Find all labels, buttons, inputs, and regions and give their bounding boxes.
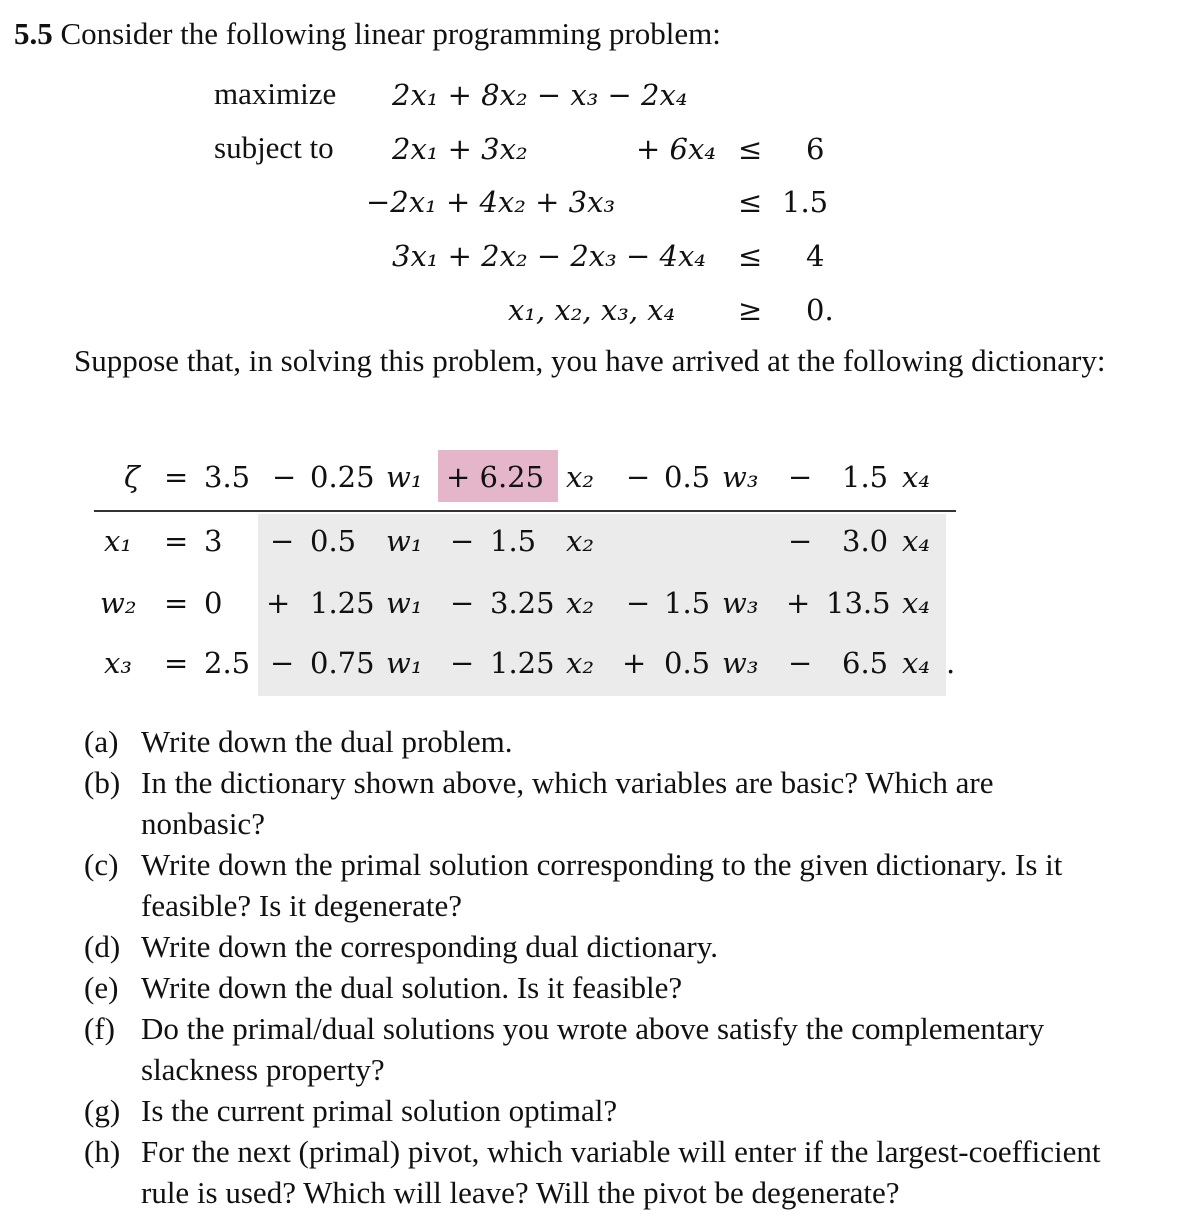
dict-row-1-lhs: x₁ [104, 524, 132, 558]
dict-row-2-coef-2: 3.25 [490, 586, 555, 620]
dict-row-3-coef-3: 0.5 [664, 646, 711, 680]
dict-obj-var-1: w₁ [386, 460, 423, 494]
dict-row-2-var-4: x₄ [902, 586, 930, 620]
dict-row-1-var-4: x₄ [902, 524, 930, 558]
dict-obj-coef-4: 1.5 [842, 460, 889, 494]
constraint-2-relation: ≤ [738, 185, 763, 219]
problem-header [14, 16, 721, 52]
question-f-label: (f) [84, 1011, 115, 1046]
dict-obj-eq: = [164, 460, 189, 494]
dict-obj-coef-3: 0.5 [664, 460, 711, 494]
constraint-3-rhs: 4 [806, 239, 825, 273]
dict-row-2-sign-3: − [626, 586, 651, 620]
dict-row-2-var-2: x₂ [566, 586, 594, 620]
dict-row-3-coef-2: 1.25 [490, 646, 555, 680]
dict-row-3-sign-1: − [270, 646, 295, 680]
nonnegativity-rhs: 0. [806, 293, 834, 327]
dict-row-1-sign-4: − [788, 524, 813, 558]
dict-row-2-sign-2: − [450, 586, 475, 620]
dict-row-1-var-1: w₁ [386, 524, 423, 558]
dict-obj-var-3: w₃ [722, 460, 759, 494]
question-h-label: (h) [84, 1134, 121, 1169]
suppose-paragraph: Suppose that, in solving this problem, you have arrived at the following dictionary: [74, 343, 1106, 378]
question-e-text: Write down the dual solution. Is it feasible? [141, 970, 683, 1005]
constraint-1-rhs: 6 [806, 132, 825, 166]
problem-number: 5.5 [14, 16, 53, 51]
dict-obj-var-2: x₂ [566, 460, 594, 494]
dict-zeta: ζ [124, 460, 140, 494]
dict-row-1-coef-2: 1.5 [490, 524, 537, 558]
question-c-label: (c) [84, 847, 119, 882]
dict-obj-sign-1: − [272, 460, 297, 494]
dict-row-2-var-1: w₁ [386, 586, 423, 620]
question-b-label: (b) [84, 765, 121, 800]
question-a-text: Write down the dual problem. [141, 724, 513, 759]
dict-row-2-sign-4: + [786, 586, 811, 620]
dict-row-3-sign-4: − [788, 646, 813, 680]
constraint-3-relation: ≤ [738, 239, 763, 273]
question-d-text: Write down the corresponding dual dictionary. [141, 929, 718, 964]
nonnegativity-relation: ≥ [738, 293, 763, 327]
question-d-label: (d) [84, 929, 121, 964]
dict-row-2-coef-4: 13.5 [826, 586, 891, 620]
dict-row-1-eq: = [164, 524, 189, 558]
dict-row-2-var-3: w₃ [722, 586, 759, 620]
dict-row-1-sign-2: − [450, 524, 475, 558]
dict-row-2-const: 0 [204, 586, 223, 620]
dict-row-3-var-2: x₂ [566, 646, 594, 680]
nonnegativity-vars: x₁, x₂, x₃, x₄ [508, 293, 676, 327]
question-f-text: Do the primal/dual solutions you wrote above satisfy the complementary slackness property? [141, 1011, 1045, 1087]
question-c-text: Write down the primal solution corresponding to the given dictionary. Is it feasible? Is it degenerate? [141, 847, 1063, 923]
question-e-label: (e) [84, 970, 119, 1005]
problem-intro: Consider the following linear programming problem: [60, 16, 721, 51]
dict-row-3-eq: = [164, 646, 189, 680]
constraint-1-lhs: 2x₁ + 3x₂ [392, 132, 528, 166]
constraint-3-lhs: 3x₁ + 2x₂ − 2x₃ − 4x₄ [392, 239, 706, 273]
constraint-2-lhs: −2x₁ + 4x₂ + 3x₃ [366, 185, 616, 219]
dict-row-2-sign-1: + [266, 586, 291, 620]
dict-row-2-coef-1: 1.25 [310, 586, 375, 620]
dict-row-1-coef-4: 3.0 [842, 524, 889, 558]
constraint-1-relation: ≤ [738, 132, 763, 166]
question-b-text: In the dictionary shown above, which variables are basic? Which are nonbasic? [141, 765, 994, 841]
dict-row-1-sign-1: − [270, 524, 295, 558]
dict-obj-var-4: x₄ [902, 460, 930, 494]
question-h-text: For the next (primal) pivot, which variable will enter if the largest-coefficient rule is used? Which will leave? Will the pivot be degenerate? [141, 1134, 1101, 1210]
dict-row-3-const: 2.5 [204, 646, 251, 680]
constraint-1-lhs-tail: + 6x₄ [636, 132, 716, 166]
dict-row-3-var-1: w₁ [386, 646, 423, 680]
dict-obj-coef-2: + 6.25 [446, 460, 545, 494]
dict-row-3-end: . [946, 646, 956, 680]
dict-row-2-lhs: w₂ [100, 586, 137, 620]
dict-row-3-sign-2: − [450, 646, 475, 680]
question-g-text: Is the current primal solution optimal? [141, 1093, 618, 1128]
subject-to-label: subject to [214, 130, 334, 165]
dict-obj-coef-1: 0.25 [310, 460, 375, 494]
constraint-2-rhs: 1.5 [782, 185, 829, 219]
dict-row-1-const: 3 [204, 524, 223, 558]
dict-row-2-coef-3: 1.5 [664, 586, 711, 620]
question-a-label: (a) [84, 724, 119, 759]
dict-obj-const: 3.5 [204, 460, 251, 494]
dict-row-3-lhs: x₃ [104, 646, 132, 680]
maximize-label: maximize [214, 76, 337, 111]
dict-row-3-var-4: x₄ [902, 646, 930, 680]
dict-row-2-eq: = [164, 586, 189, 620]
objective-expression: 2x₁ + 8x₂ − x₃ − 2x₄ [392, 78, 688, 112]
dictionary-rule [94, 510, 956, 512]
dict-row-3-sign-3: + [622, 646, 647, 680]
dict-row-1-coef-1: 0.5 [310, 524, 357, 558]
dict-row-3-var-3: w₃ [722, 646, 759, 680]
dict-obj-sign-4: − [788, 460, 813, 494]
question-g-label: (g) [84, 1093, 121, 1128]
dict-row-1-var-2: x₂ [566, 524, 594, 558]
dict-row-3-coef-1: 0.75 [310, 646, 375, 680]
dict-row-3-coef-4: 6.5 [842, 646, 889, 680]
dict-obj-sign-3: − [626, 460, 651, 494]
